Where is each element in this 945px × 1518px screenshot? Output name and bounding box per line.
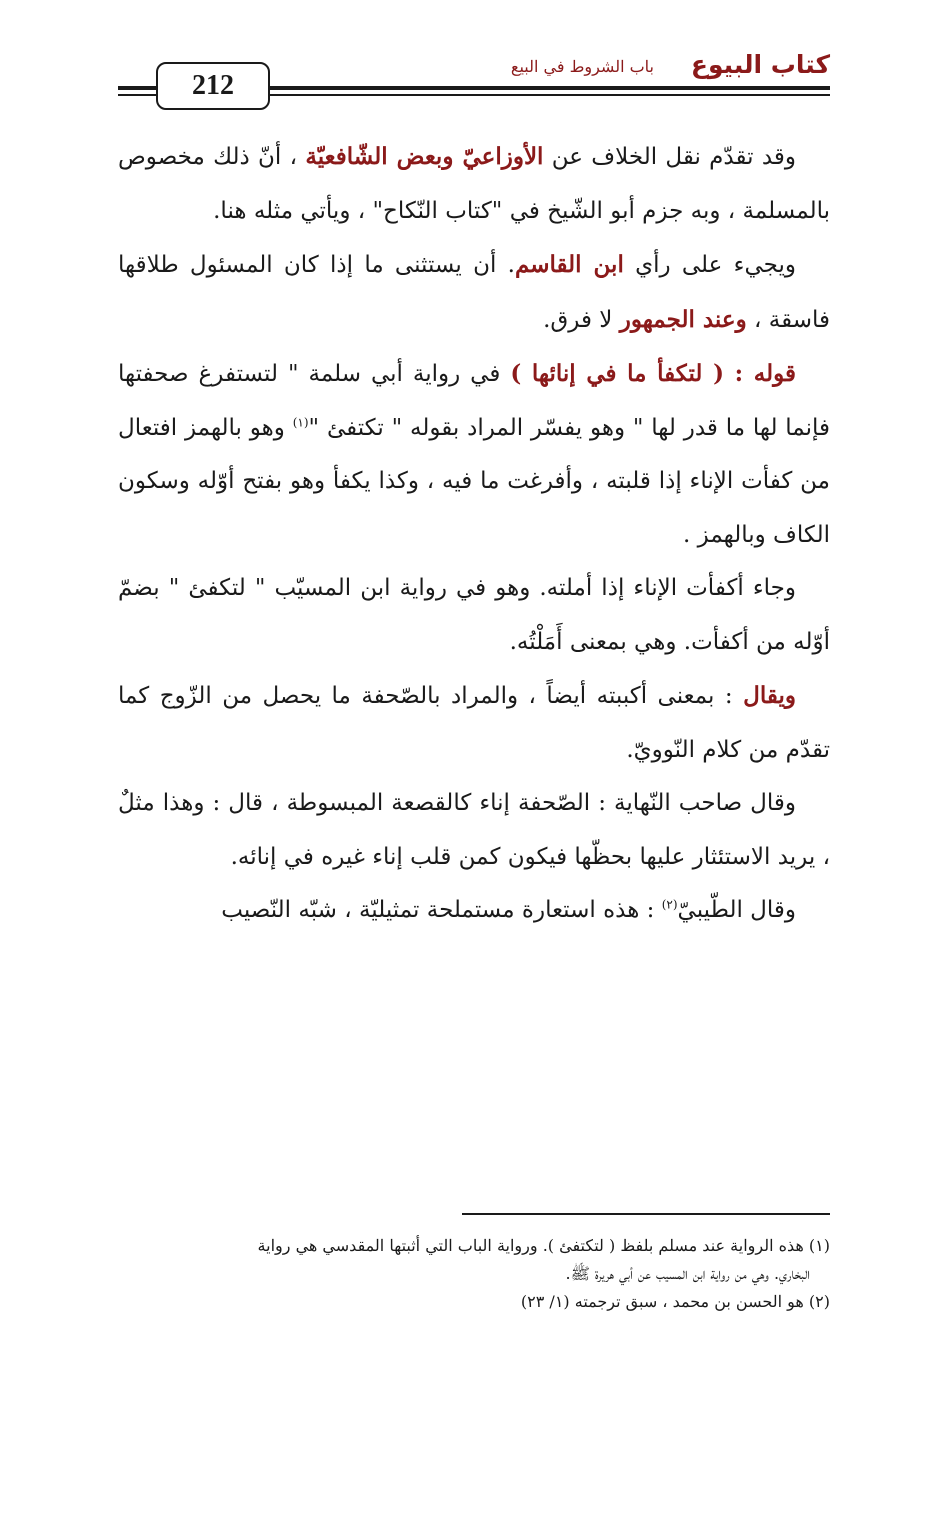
- paragraph: [118, 347, 830, 562]
- text-run: ويجيء على رأي: [623, 252, 796, 278]
- footnote-marker: (٢): [661, 897, 678, 912]
- text-run: ، أنّ ذلك مخصوص بالمسلمة ، وبه جزم أبو الشّيخ في "كتاب النّكاح" ، ويأتي مثله هنا.: [118, 144, 830, 224]
- main-text: [118, 130, 830, 938]
- page-header: [118, 48, 830, 110]
- paragraph: [118, 130, 830, 238]
- text-run: وهو بالهمز افتعال من كفأت الإناء إذا قلبته ، وأفرغت ما فيه ، وكذا يكفأ وهو بفتح أوّله وسكون الكاف وبالهمز .: [118, 414, 830, 548]
- footnote-2: [118, 1288, 830, 1316]
- paragraph: [118, 884, 830, 938]
- paragraph: [118, 562, 830, 669]
- book-title: كتاب البيوع: [690, 50, 830, 79]
- paragraph: [118, 238, 830, 347]
- page-number-box: [156, 62, 270, 110]
- paragraph: [118, 777, 830, 884]
- text-run: : هذه استعارة مستملحة تمثيليّة ، شبّه النّصيب: [221, 897, 662, 923]
- footnote-1: [118, 1232, 830, 1288]
- text-run: وقال الطّيبيّ: [677, 897, 796, 923]
- footnotes: [118, 1232, 830, 1316]
- footnote-marker: (١): [292, 414, 309, 429]
- text-run: وقال صاحب النّهاية : الصّحفة إناء كالقصعة المبسوطة ، قال : وهذا مثلٌ ، يريد الاستئثار عليها بحظّها فيكون كمن قلب إناء غيره في إنائه.: [118, 790, 830, 870]
- page-number: 212: [192, 70, 234, 101]
- paragraph: [118, 669, 830, 777]
- text-run: . أن يستثنى ما إذا كان المسئول طلاقها فاسقة ،: [118, 252, 830, 333]
- highlighted-term: ويقال: [743, 682, 796, 709]
- highlighted-term: قوله : ( لتكفأ ما في إنائها ): [510, 360, 797, 387]
- text-run: وقد تقدّم نقل الخلاف عن: [543, 144, 797, 170]
- footnote-2-line-1: (٢) هو الحسن بن محمد ، سبق ترجمته (١/ ٢٣): [520, 1292, 830, 1311]
- highlighted-term: ابن القاسم: [514, 251, 624, 278]
- text-run: لا فرق.: [543, 306, 620, 333]
- highlighted-term: وعند الجمهور: [619, 305, 747, 333]
- text-run: وجاء أكفأت الإناء إذا أملته. وهو في رواية ابن المسيّب " لتكفئ " بضمّ أوّله من أكفأت. وهي بمعنى أَمَلْتُه.: [118, 575, 830, 655]
- chapter-title: باب الشروط في البيع: [510, 57, 654, 76]
- footnote-separator: [462, 1213, 830, 1215]
- text-run: : بمعنى أكببته أيضاً ، والمراد بالصّحفة ما يحصل من الزّوج كما تقدّم من كلام النّوويّ.: [118, 683, 830, 763]
- highlighted-term: الأوزاعيّ وبعض الشّافعيّة: [305, 143, 544, 170]
- footnote-1-line-2: البخاري. وهي من رواية ابن المسيب عن أبي هريرة ﷺ.: [565, 1264, 810, 1283]
- text-run: في رواية أبي سلمة " لتستفرغ صحفتها فإنما لها ما قدر لها " وهو يفسّر المراد بقوله " تكتفئ ": [118, 361, 830, 441]
- footnote-1-line-1: (١) هذه الرواية عند مسلم بلفظ ( لتكتفئ ). ورواية الباب التي أثبتها المقدسي هي رواية: [257, 1236, 830, 1255]
